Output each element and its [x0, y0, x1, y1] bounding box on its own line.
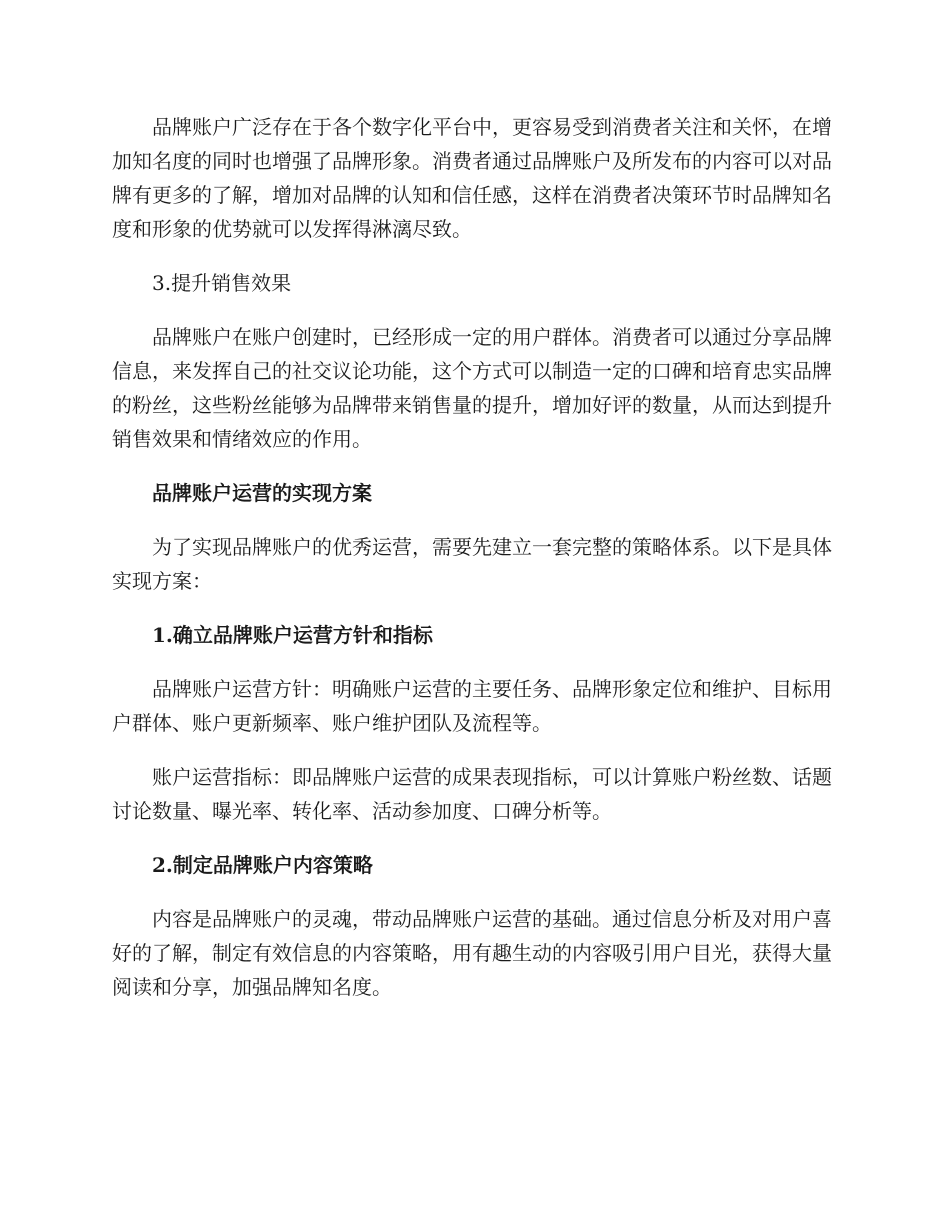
heading-step-1: 1.确立品牌账户运营方针和指标: [152, 623, 433, 647]
paragraph-operation-policy: 品牌账户运营方针：明确账户运营的主要任务、品牌形象定位和维护、目标用户群体、账户更新频率、账户维护团队及流程等。: [112, 677, 832, 735]
document-page: [112, 110, 832, 1024]
paragraph-improve-sales: 品牌账户在账户创建时，已经形成一定的用户群体。消费者可以通过分享品牌信息，来发挥自己的社交议论功能，这个方式可以制造一定的口碑和培育忠实品牌的粉丝，这些粉丝能够为品牌带来销售量的提升，增加好评的数量，从而达到提升销售效果和情绪效应的作用。: [112, 325, 832, 451]
heading-implementation-plan: 品牌账户运营的实现方案: [152, 481, 372, 505]
heading-step-2: 2.制定品牌账户内容策略: [152, 853, 373, 877]
paragraph-content-strategy: 内容是品牌账户的灵魂，带动品牌账户运营的基础。通过信息分析及对用户喜好的了解，制定有效信息的内容策略，用有趣生动的内容吸引用户目光，获得大量阅读和分享，加强品牌知名度。: [112, 907, 832, 999]
paragraph-plan-intro: 为了实现品牌账户的优秀运营，需要先建立一套完整的策略体系。以下是具体实现方案：: [112, 535, 832, 593]
paragraph-operation-metrics: 账户运营指标：即品牌账户运营的成果表现指标，可以计算账户粉丝数、话题讨论数量、曝光率、转化率、活动参加度、口碑分析等。: [112, 765, 832, 823]
paragraph-brand-awareness: 品牌账户广泛存在于各个数字化平台中，更容易受到消费者关注和关怀，在增加知名度的同时也增强了品牌形象。消费者通过品牌账户及所发布的内容可以对品牌有更多的了解，增加对品牌的认知和信任感，这样在消费者决策环节时品牌知名度和形象的优势就可以发挥得淋漓尽致。: [112, 115, 832, 241]
heading-improve-sales: 3.提升销售效果: [152, 271, 292, 295]
